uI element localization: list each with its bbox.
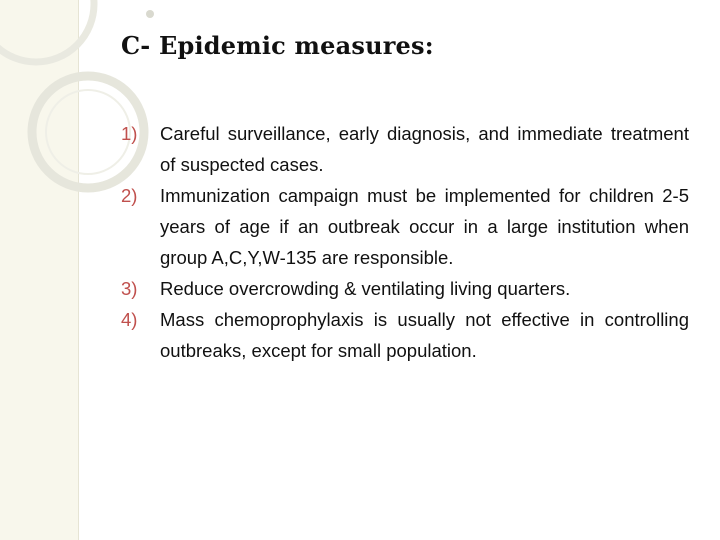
list-item bbox=[121, 180, 689, 273]
list-item bbox=[121, 273, 689, 304]
item-number: 3) bbox=[121, 278, 138, 299]
item-number: 2) bbox=[121, 185, 138, 206]
list-item bbox=[121, 118, 689, 180]
item-text: Immunization campaign must be implemented for children 2-5 years of age if an outbreak occur in a large institution when group A,C,Y,W-135 are responsible. bbox=[160, 185, 689, 268]
item-text: Mass chemoprophylaxis is usually not effective in controlling outbreaks, except for small population. bbox=[160, 309, 689, 361]
item-text: Reduce overcrowding & ventilating living quarters. bbox=[160, 278, 571, 299]
list-item bbox=[121, 304, 689, 366]
measures-list bbox=[121, 118, 689, 366]
slide-title: C- Epidemic measures: bbox=[121, 31, 434, 60]
item-number: 1) bbox=[121, 123, 138, 144]
item-number: 4) bbox=[121, 309, 138, 330]
item-text: Careful surveillance, early diagnosis, and immediate treatment of suspected cases. bbox=[160, 123, 689, 175]
